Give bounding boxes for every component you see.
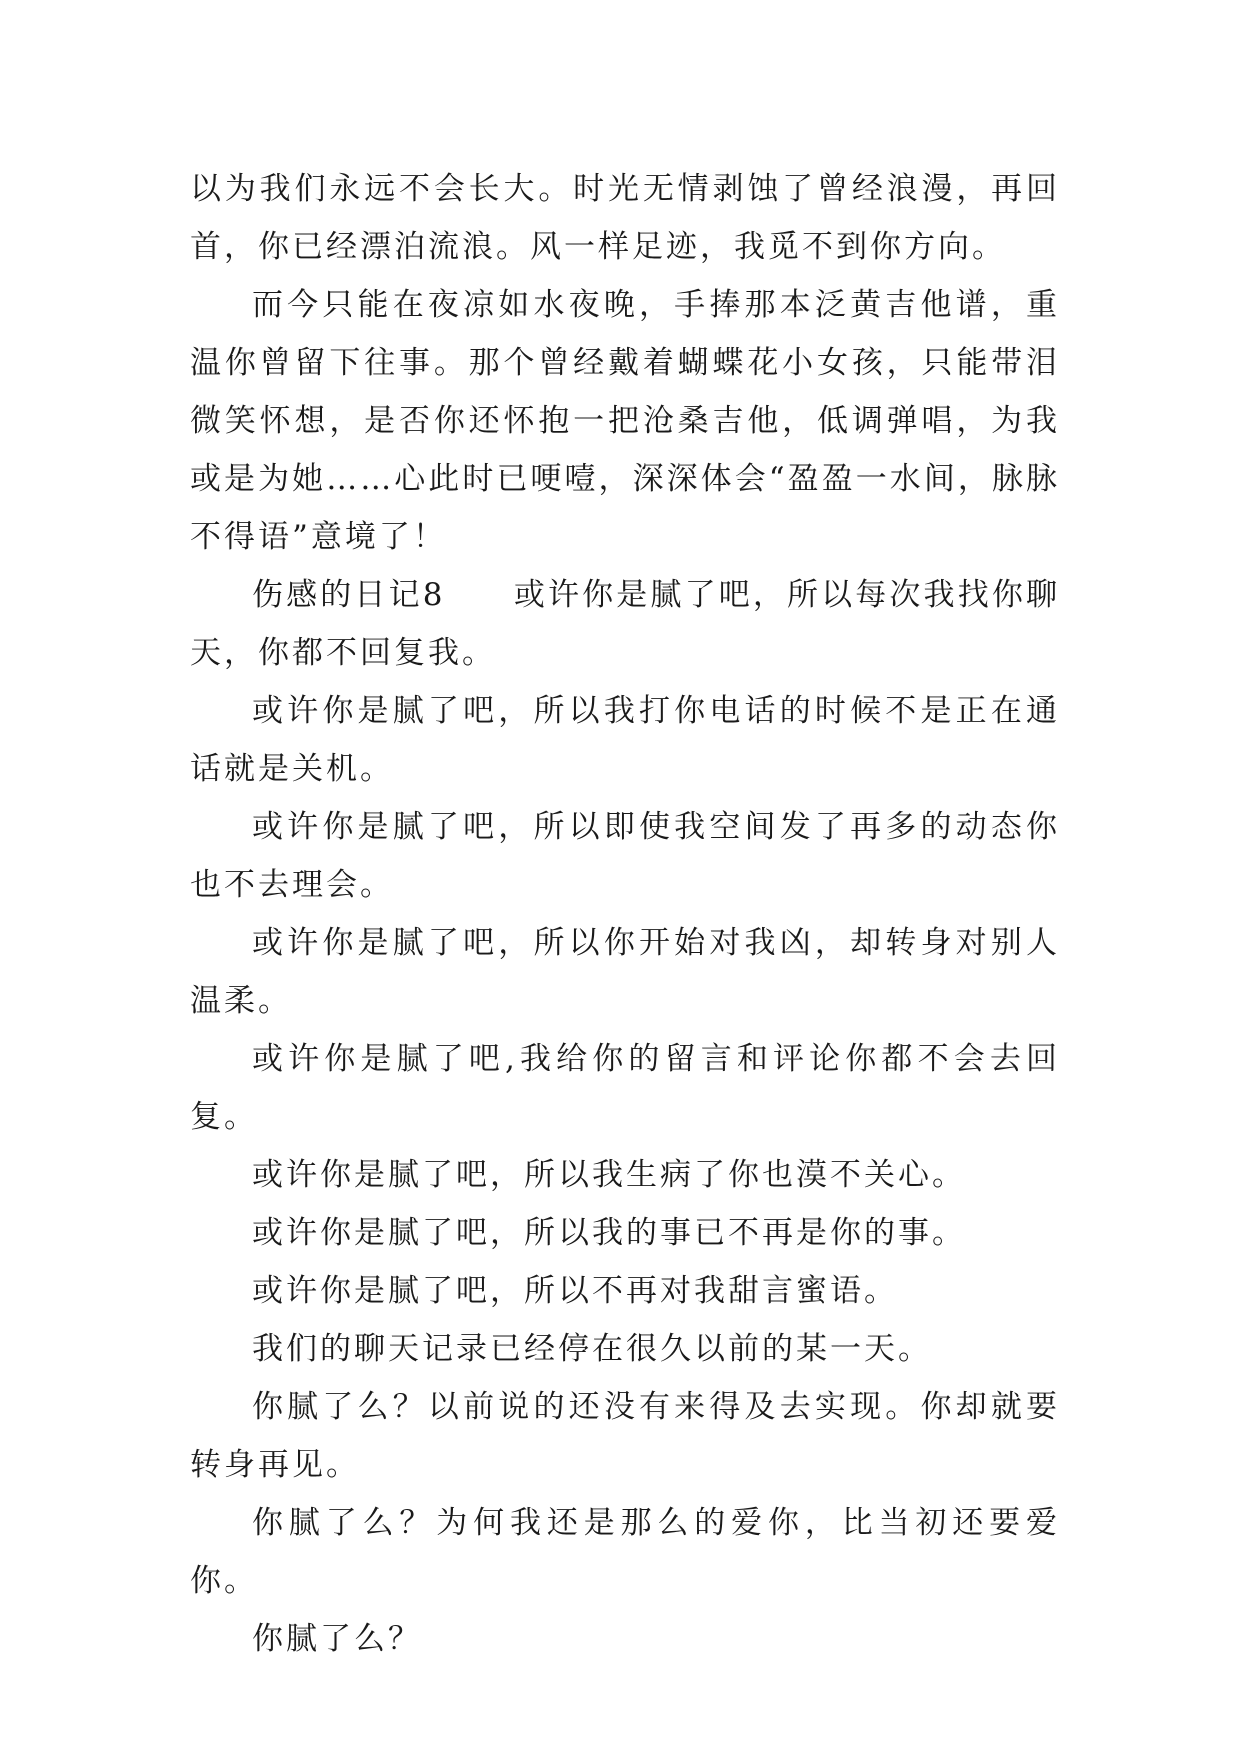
paragraph: 或许你是腻了吧，所以不再对我甜言蜜语。: [252, 1273, 898, 1309]
paragraph: 而今只能在夜凉如水夜晚，手捧那本泛黄吉他谱，重温你曾留下往事。那个曾经戴着蝴蝶花小女孩，只能带泪微笑怀想，是否你还怀抱一把沧桑吉他，低调弹唱，为我或是为她……心此时已哽噎，深深体会“盈盈一水间，脉脉不得语”意境了！: [190, 287, 1060, 555]
paragraph: 你腻了么？为何我还是那么的爱你，比当初还要爱你。: [190, 1505, 1060, 1599]
paragraph: 我们的聊天记录已经停在很久以前的某一天。: [252, 1331, 932, 1367]
paragraph: 或许你是腻了吧，所以我生病了你也漠不关心。: [252, 1157, 966, 1193]
paragraph: 伤感的日记8 或许你是腻了吧，所以每次我找你聊天，你都不回复我。: [190, 577, 1060, 671]
paragraph: 或许你是腻了吧,我给你的留言和评论你都不会去回复。: [190, 1041, 1060, 1135]
paragraph: 你腻了么？以前说的还没有来得及去实现。你却就要转身再见。: [190, 1389, 1060, 1483]
document-body: [190, 160, 1060, 1668]
paragraph: 或许你是腻了吧，所以我的事已不再是你的事。: [252, 1215, 966, 1251]
paragraph: 或许你是腻了吧，所以即使我空间发了再多的动态你也不去理会。: [190, 809, 1060, 903]
paragraph: 以为我们永远不会长大。时光无情剥蚀了曾经浪漫，再回首，你已经漂泊流浪。风一样足迹，我觅不到你方向。: [190, 171, 1060, 265]
paragraph: 你腻了么？: [252, 1621, 422, 1657]
paragraph: 或许你是腻了吧，所以我打你电话的时候不是正在通话就是关机。: [190, 693, 1060, 787]
paragraph: 或许你是腻了吧，所以你开始对我凶，却转身对别人温柔。: [190, 925, 1060, 1019]
